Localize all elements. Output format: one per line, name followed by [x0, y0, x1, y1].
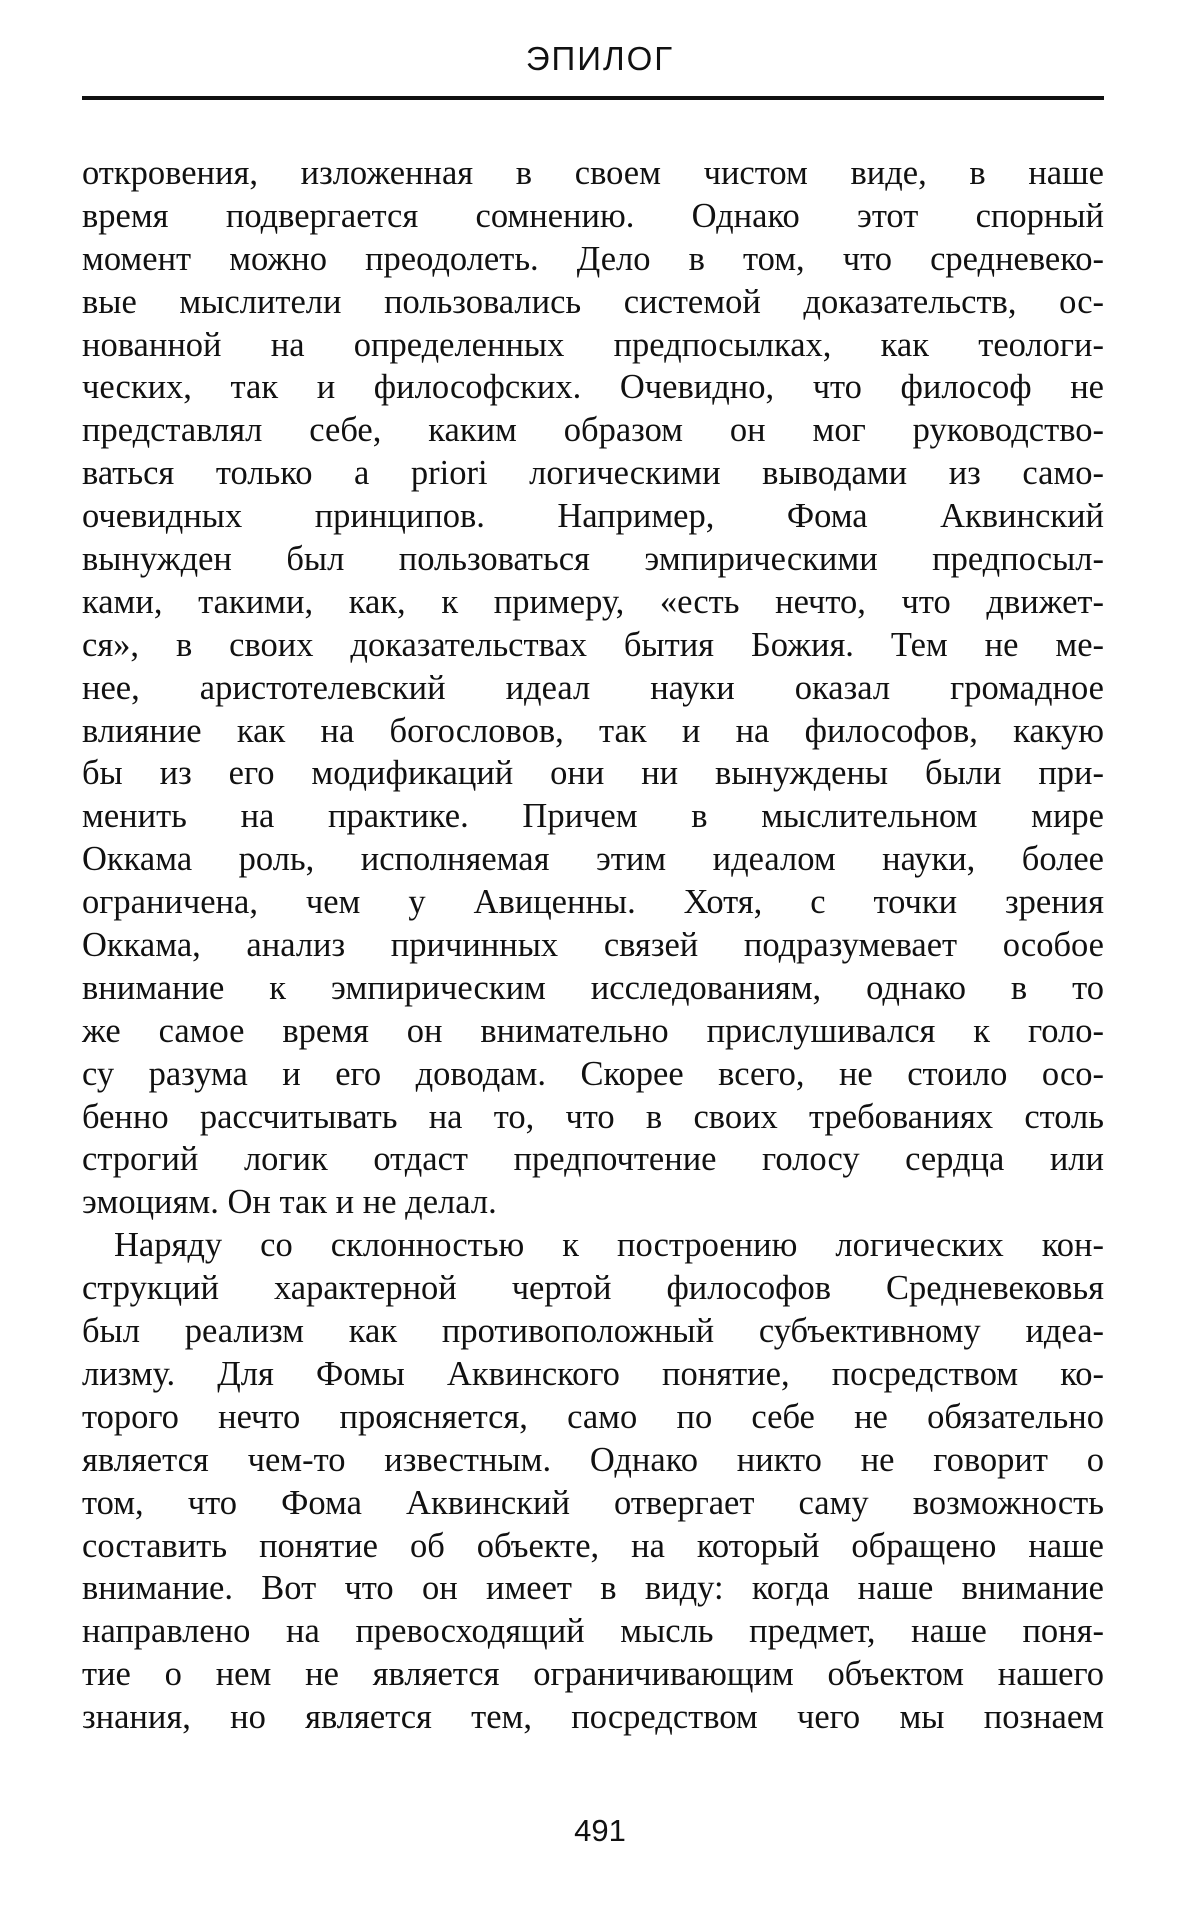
text-line: торого нечто проясняется, само по себе не обязательно — [82, 1397, 1104, 1436]
text-line: том, что Фома Аквинский отвергает саму возможность — [82, 1483, 1104, 1522]
text-line: ваться только a priori логическими выводами из само- — [82, 454, 1104, 493]
text-line: нее, аристотелевский идеал науки оказал громадное — [82, 668, 1104, 707]
text-line: менить на практике. Причем в мыслительном мире — [82, 797, 1104, 836]
text-line: строгий логик отдаст предпочтение голосу сердца или — [82, 1140, 1104, 1179]
running-head: ЭПИЛОГ — [525, 40, 675, 77]
text-line: время подвергается сомнению. Однако этот спорный — [82, 196, 1104, 235]
text-line: откровения, изложенная в своем чистом виде, в наше — [82, 154, 1104, 192]
text-line: является чем-то известным. Однако никто не говорит о — [82, 1440, 1104, 1479]
text-line: очевидных принципов. Например, Фома Аквинский — [82, 497, 1104, 536]
text-line: эмоциям. Он так и не делал. — [82, 1183, 497, 1222]
text-line: знания, но является тем, посредством чего мы познаем — [82, 1698, 1104, 1737]
text-line: составить понятие об объекте, на который обращено наше — [82, 1526, 1104, 1565]
text-line: вые мыслители пользовались системой доказательств, ос- — [82, 282, 1104, 321]
text-line: су разума и его доводам. Скорее всего, не стоило осо- — [82, 1054, 1104, 1093]
text-line: бенно рассчитывать на то, что в своих требованиях столь — [82, 1097, 1104, 1136]
text-line: ся», в своих доказательствах бытия Божия. Тем не ме- — [82, 625, 1104, 664]
text-line: Наряду со склонностью к построению логических кон- — [114, 1226, 1104, 1265]
body-text — [82, 152, 1104, 1739]
text-line: представлял себе, каким образом он мог руководство- — [82, 411, 1104, 450]
text-line: внимание к эмпирическим исследованиям, однако в то — [82, 968, 1104, 1007]
text-line: внимание. Вот что он имеет в виду: когда наше внимание — [82, 1569, 1104, 1608]
text-line: ограничена, чем у Авиценны. Хотя, с точки зрения — [82, 883, 1104, 922]
text-line: ческих, так и философских. Очевидно, что философ не — [82, 368, 1104, 407]
text-line: лизму. Для Фомы Аквинского понятие, посредством ко- — [82, 1354, 1104, 1393]
text-line: ками, такими, как, к примеру, «есть нечто, что движет- — [82, 582, 1104, 621]
text-line: направлено на превосходящий мысль предмет, наше поня- — [82, 1612, 1104, 1651]
text-line: был реализм как противоположный субъективному идеа- — [82, 1312, 1104, 1351]
text-line: Оккама, анализ причинных связей подразумевает особое — [82, 926, 1104, 965]
text-line: влияние как на богословов, так и на философов, какую — [82, 711, 1104, 750]
text-line: нованной на определенных предпосылках, как теологи- — [82, 325, 1104, 364]
text-line: Оккама роль, исполняемая этим идеалом науки, более — [82, 840, 1104, 879]
text-line: же самое время он внимательно прислушивался к голо- — [82, 1011, 1104, 1050]
text-line: струкций характерной чертой философов Средневековья — [82, 1269, 1104, 1308]
page-number: 491 — [574, 1813, 626, 1848]
text-line: тие о нем не является ограничивающим объектом нашего — [82, 1655, 1104, 1694]
text-line: бы из его модификаций они ни вынуждены были при- — [82, 754, 1104, 793]
text-line: вынужден был пользоваться эмпирическими предпосыл- — [82, 540, 1104, 579]
header-rule — [82, 96, 1104, 100]
text-line: момент можно преодолеть. Дело в том, что средневеко- — [82, 239, 1104, 278]
